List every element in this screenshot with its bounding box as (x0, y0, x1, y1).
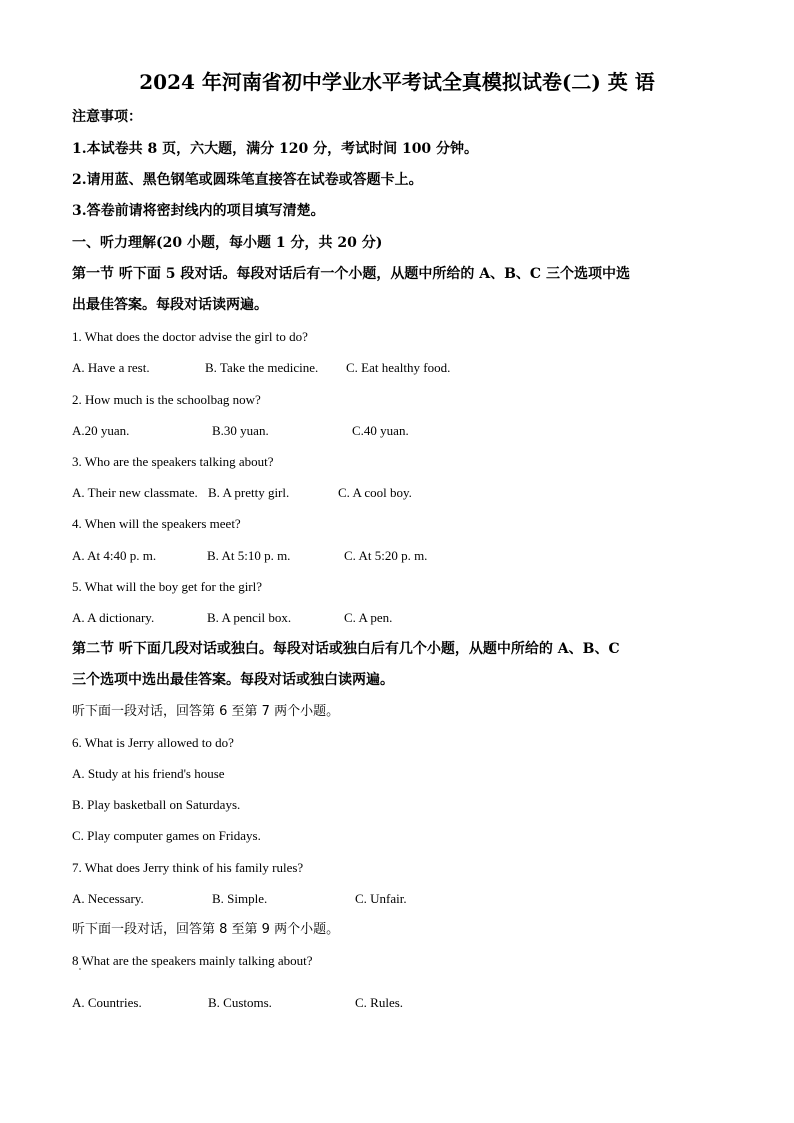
instruction-questions-8-9: 听下面一段对话，回答第 8 至第 9 两个小题。 (72, 922, 340, 937)
question-6-option-a: A. Study at his friend's house (72, 766, 225, 781)
question-1-option-b: B. Take the medicine. (205, 360, 319, 375)
question-1: 1. What does the doctor advise the girl to do? (72, 329, 308, 344)
question-5-option-c: C. A pen. (344, 610, 393, 625)
question-8: 8 What are the speakers mainly talking about? (72, 953, 313, 968)
question-5-option-a: A. A dictionary. (72, 610, 155, 625)
question-5-option-b: B. A pencil box. (207, 610, 292, 625)
dot-mark (79, 968, 81, 970)
question-2-option-a: A.20 yuan. (72, 423, 130, 438)
question-1-option-a: A. Have a rest. (72, 360, 150, 375)
notice-heading: 注意事项： (72, 109, 142, 125)
document-title: 2024 年河南省初中学业水平考试全真模拟试卷(二) 英 语 (139, 70, 655, 94)
question-3-option-a: A. Their new classmate. (72, 485, 198, 500)
question-7-option-b: B. Simple. (212, 891, 268, 906)
instruction-questions-6-7: 听下面一段对话，回答第 6 至第 7 两个小题。 (72, 704, 340, 719)
question-4: 4. When will the speakers meet? (72, 516, 241, 531)
question-4-option-c: C. At 5:20 p. m. (344, 548, 428, 563)
question-8-option-b: B. Customs. (208, 995, 272, 1010)
question-6-option-b: B. Play basketball on Saturdays. (72, 797, 241, 812)
notice-item-3: 3.答卷前请将密封线内的项目填写清楚。 (72, 203, 325, 219)
notice-item-2: 2.请用蓝、黑色钢笔或圆珠笔直接答在试卷或答题卡上。 (72, 172, 423, 188)
question-1-option-c: C. Eat healthy food. (346, 360, 451, 375)
part-2-instructions-line-2: 三个选项中选出最佳答案。每段对话或独白读两遍。 (72, 672, 394, 688)
question-2: 2. How much is the schoolbag now? (72, 392, 261, 407)
question-8-option-a: A. Countries. (72, 995, 142, 1010)
question-3-option-b: B. A pretty girl. (208, 485, 290, 500)
question-3-option-c: C. A cool boy. (338, 485, 412, 500)
part-1-instructions-line-1: 第一节 听下面 5 段对话。每段对话后有一个小题，从题中所给的 A、B、C 三个选项中选 (72, 266, 630, 282)
question-7-option-c: C. Unfair. (355, 891, 407, 906)
notice-item-1: 1.本试卷共 8 页，六大题，满分 120 分，考试时间 100 分钟。 (72, 141, 479, 157)
question-3: 3. Who are the speakers talking about? (72, 454, 274, 469)
question-7-option-a: A. Necessary. (72, 891, 144, 906)
question-2-option-c: C.40 yuan. (352, 423, 409, 438)
question-8-option-c: C. Rules. (355, 995, 404, 1010)
question-4-option-a: A. At 4:40 p. m. (72, 548, 157, 563)
question-5: 5. What will the boy get for the girl? (72, 579, 263, 594)
question-6: 6. What is Jerry allowed to do? (72, 735, 234, 750)
question-4-option-b: B. At 5:10 p. m. (207, 548, 291, 563)
question-7: 7. What does Jerry think of his family rules? (72, 860, 304, 875)
part-1-instructions-line-2: 出最佳答案。每段对话读两遍。 (72, 297, 268, 313)
part-2-instructions-line-1: 第二节 听下面几段对话或独白。每段对话或独白后有几个小题，从题中所给的 A、B、C (72, 641, 620, 657)
question-2-option-b: B.30 yuan. (212, 423, 269, 438)
section-1-heading: 一、听力理解(20 小题，每小题 1 分，共 20 分) (72, 235, 383, 251)
question-6-option-c: C. Play computer games on Fridays. (72, 828, 261, 843)
